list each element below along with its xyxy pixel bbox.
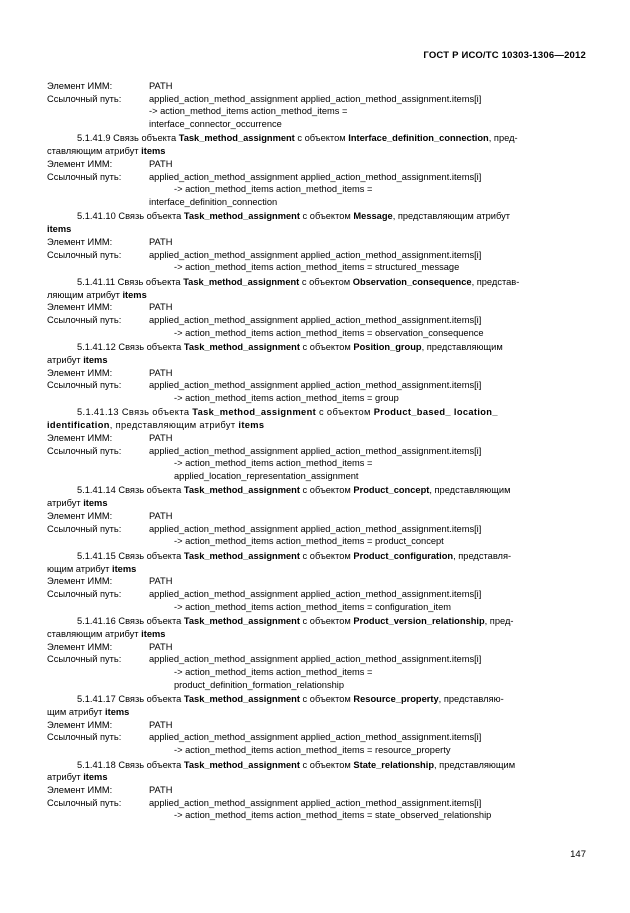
clause-text: с объектом	[316, 407, 374, 418]
entry-value: applied_action_method_assignment applied_action_method_assignment.items[i]	[149, 249, 482, 260]
entity-name: Task_method_assignment	[183, 485, 300, 496]
entity-name: Task_method_assignment	[192, 407, 317, 418]
entity-name: Product_version_relationship	[353, 616, 485, 627]
clause-text: 5.1.41.9 Связь объекта	[77, 133, 179, 144]
entity-name: items	[83, 772, 108, 783]
entity-name: identification	[47, 420, 110, 431]
clause-text: ставляющим атрибут	[47, 146, 142, 157]
entry-continuation: -> action_method_items action_method_items = state_observed_relationship	[174, 810, 492, 821]
entry-value: PATH	[149, 158, 173, 169]
entity-name: items	[47, 224, 72, 235]
imm-entry-row	[47, 379, 587, 392]
entity-name: Message	[353, 211, 393, 222]
entry-label: Ссылочный путь:	[47, 445, 122, 456]
clause-text: , представляющим	[434, 759, 516, 770]
entry-continuation: -> action_method_items action_method_items = configuration_item	[174, 601, 451, 612]
entity-name: State_relationship	[353, 759, 435, 770]
entity-name: Task_method_assignment	[183, 616, 300, 627]
clause-text: , представляющим	[429, 485, 511, 496]
entry-label: Элемент ИММ:	[47, 433, 113, 444]
clause-text: ляющим атрибут	[47, 289, 123, 300]
entry-continuation: -> action_method_items action_method_items =	[174, 458, 373, 469]
entry-value: applied_action_method_assignment applied_action_method_assignment.items[i]	[149, 445, 482, 456]
clause-text: , пред-	[484, 616, 514, 627]
entry-label: Ссылочный путь:	[47, 314, 122, 325]
clause-text: 5.1.41.15 Связь объекта	[77, 550, 184, 561]
document-body	[47, 80, 587, 822]
entity-name: Task_method_assignment	[183, 342, 300, 353]
entity-name: items	[112, 563, 137, 574]
entity-name: items	[83, 498, 108, 509]
entity-name: Task_method_assignment	[183, 276, 300, 287]
clause-paragraph	[47, 484, 587, 510]
entry-label: Ссылочный путь:	[47, 654, 122, 665]
clause-paragraph	[47, 210, 587, 236]
entry-continuation: -> action_method_items action_method_items =	[174, 184, 373, 195]
clause-paragraph	[47, 615, 587, 641]
clause-text: с объектом	[299, 485, 354, 496]
imm-entry-row	[47, 301, 587, 314]
entity-name: Resource_property	[353, 694, 439, 705]
entity-name: Observation_consequence	[352, 276, 472, 287]
clause-text: с объектом	[299, 694, 354, 705]
entry-label: Ссылочный путь:	[47, 797, 122, 808]
entry-value: applied_action_method_assignment applied_action_method_assignment.items[i]	[149, 314, 482, 325]
entry-continuation: applied_location_representation_assignment	[174, 470, 359, 481]
entry-value: PATH	[149, 785, 173, 796]
entry-label: Элемент ИММ:	[47, 785, 113, 796]
entity-name: Task_method_assignment	[183, 211, 300, 222]
entry-label: Ссылочный путь:	[47, 732, 122, 743]
entry-value: PATH	[149, 302, 173, 313]
entry-label: Элемент ИММ:	[47, 236, 113, 247]
entry-label: Элемент ИММ:	[47, 511, 113, 522]
entry-label: Ссылочный путь:	[47, 523, 122, 534]
entity-name: items	[122, 289, 147, 300]
entry-continuation: product_definition_formation_relationship	[174, 679, 345, 690]
entity-name: Product_based_ location_	[373, 407, 498, 418]
entry-value: applied_action_method_assignment applied_action_method_assignment.items[i]	[149, 380, 482, 391]
imm-entry-row	[47, 236, 587, 249]
entry-value: PATH	[149, 81, 173, 91]
entry-value: applied_action_method_assignment applied_action_method_assignment.items[i]	[149, 589, 482, 599]
entry-label: Ссылочный путь:	[47, 589, 122, 599]
clause-text: , представляющим атрибут	[392, 211, 511, 222]
page-header: ГОСТ Р ИСО/ТС 10303-1306—2012	[423, 50, 586, 61]
entry-value: applied_action_method_assignment applied_action_method_assignment.items[i]	[149, 523, 482, 534]
entry-label: Ссылочный путь:	[47, 380, 122, 391]
page-number: 147	[570, 849, 586, 860]
imm-entry-row	[47, 588, 587, 601]
entry-value: PATH	[149, 511, 173, 522]
entry-label: Ссылочный путь:	[47, 249, 122, 260]
imm-entry-row	[47, 719, 587, 732]
entry-value: PATH	[149, 641, 173, 652]
imm-entry-row	[47, 367, 587, 380]
entry-label: Элемент ИММ:	[47, 81, 113, 91]
imm-entry-row	[47, 575, 587, 588]
clause-text: ющим атрибут	[47, 563, 112, 574]
clause-text: с объектом	[299, 211, 354, 222]
clause-text: , представляю-	[438, 694, 504, 705]
entry-continuation: -> action_method_items action_method_items =	[149, 106, 348, 117]
entity-name: Position_group	[353, 342, 422, 353]
entry-value: PATH	[149, 576, 173, 587]
entry-value: PATH	[149, 236, 173, 247]
entity-name: items	[238, 420, 265, 431]
entry-continuation: -> action_method_items action_method_items = resource_property	[174, 744, 451, 755]
imm-entry-row	[47, 731, 587, 744]
entity-name: items	[83, 354, 108, 365]
clause-text: 5.1.41.17 Связь объекта	[77, 694, 184, 705]
imm-entry-row	[47, 158, 587, 171]
entry-value: applied_action_method_assignment applied_action_method_assignment.items[i]	[149, 732, 482, 743]
clause-text: атрибут	[47, 772, 84, 783]
clause-text: ставляющим атрибут	[47, 628, 142, 639]
entity-name: Task_method_assignment	[183, 694, 300, 705]
entry-value: applied_action_method_assignment applied_action_method_assignment.items[i]	[149, 654, 482, 665]
clause-text: атрибут	[47, 498, 84, 509]
imm-entry-row	[47, 510, 587, 523]
clause-text: , представ-	[471, 276, 520, 287]
clause-text: 5.1.41.12 Связь объекта	[77, 342, 184, 353]
entity-name: Task_method_assignment	[183, 759, 300, 770]
entry-label: Элемент ИММ:	[47, 367, 113, 378]
clause-text: , представля-	[453, 550, 512, 561]
entry-label: Ссылочный путь:	[47, 171, 122, 182]
entity-name: items	[141, 628, 166, 639]
clause-text: с объектом	[294, 133, 349, 144]
entry-value: PATH	[149, 367, 173, 378]
entry-value: PATH	[149, 719, 173, 730]
clause-text: , представляющим	[421, 342, 503, 353]
clause-text: , представляющим атрибут	[109, 420, 239, 431]
entity-name: Interface_definition_connection	[348, 133, 489, 144]
clause-text: атрибут	[47, 354, 84, 365]
clause-text: с объектом	[299, 550, 354, 561]
imm-entry-row	[47, 523, 587, 536]
clause-text: щим атрибут	[47, 706, 106, 717]
clause-paragraph	[47, 276, 587, 302]
entry-continuation: interface_definition_connection	[149, 196, 278, 207]
entry-value: applied_action_method_assignment applied_action_method_assignment.items[i]	[149, 93, 482, 104]
imm-entry-row	[47, 80, 587, 93]
clause-paragraph	[47, 406, 587, 432]
clause-paragraph	[47, 550, 587, 576]
entity-name: items	[105, 706, 130, 717]
imm-entry-row	[47, 249, 587, 262]
clause-text: 5.1.41.13 Связь объекта	[77, 407, 193, 418]
clause-text: 5.1.41.16 Связь объекта	[77, 616, 184, 627]
entry-label: Элемент ИММ:	[47, 576, 113, 587]
clause-text: 5.1.41.11 Связь объекта	[77, 276, 184, 287]
entry-continuation: interface_connector_occurrence	[149, 118, 282, 129]
clause-text: с объектом	[299, 759, 354, 770]
clause-text: 5.1.41.10 Связь объекта	[77, 211, 184, 222]
entry-continuation: -> action_method_items action_method_items = observation_consequence	[174, 327, 484, 338]
entity-name: Product_concept	[353, 485, 430, 496]
imm-entry-row	[47, 784, 587, 797]
clause-paragraph	[47, 132, 587, 158]
entry-value: PATH	[149, 433, 173, 444]
clause-text: 5.1.41.18 Связь объекта	[77, 759, 184, 770]
imm-entry-row	[47, 653, 587, 666]
entry-value: applied_action_method_assignment applied_action_method_assignment.items[i]	[149, 797, 482, 808]
entry-value: applied_action_method_assignment applied_action_method_assignment.items[i]	[149, 171, 482, 182]
entry-continuation: -> action_method_items action_method_items = product_concept	[174, 536, 444, 547]
clause-paragraph	[47, 693, 587, 719]
entry-label: Ссылочный путь:	[47, 93, 122, 104]
entity-name: Product_configuration	[353, 550, 454, 561]
clause-text: , пред-	[488, 133, 518, 144]
imm-entry-row	[47, 93, 587, 106]
clause-paragraph	[47, 759, 587, 785]
entity-name: Task_method_assignment	[178, 133, 295, 144]
clause-paragraph	[47, 341, 587, 367]
imm-entry-row	[47, 445, 587, 458]
imm-entry-row	[47, 314, 587, 327]
entity-name: Task_method_assignment	[183, 550, 300, 561]
imm-entry-row	[47, 797, 587, 810]
imm-entry-row	[47, 432, 587, 445]
entry-continuation: -> action_method_items action_method_items = group	[174, 392, 399, 403]
entry-continuation: -> action_method_items action_method_items =	[174, 666, 373, 677]
entity-name: items	[141, 146, 166, 157]
clause-text: с объектом	[299, 616, 354, 627]
entry-label: Элемент ИММ:	[47, 719, 113, 730]
entry-label: Элемент ИММ:	[47, 158, 113, 169]
clause-text: с объектом	[299, 342, 354, 353]
clause-text: с объектом	[299, 276, 353, 287]
entry-continuation: -> action_method_items action_method_items = structured_message	[174, 262, 460, 273]
imm-entry-row	[47, 171, 587, 184]
entry-label: Элемент ИММ:	[47, 641, 113, 652]
clause-text: 5.1.41.14 Связь объекта	[77, 485, 184, 496]
entry-label: Элемент ИММ:	[47, 302, 113, 313]
imm-entry-row	[47, 641, 587, 654]
